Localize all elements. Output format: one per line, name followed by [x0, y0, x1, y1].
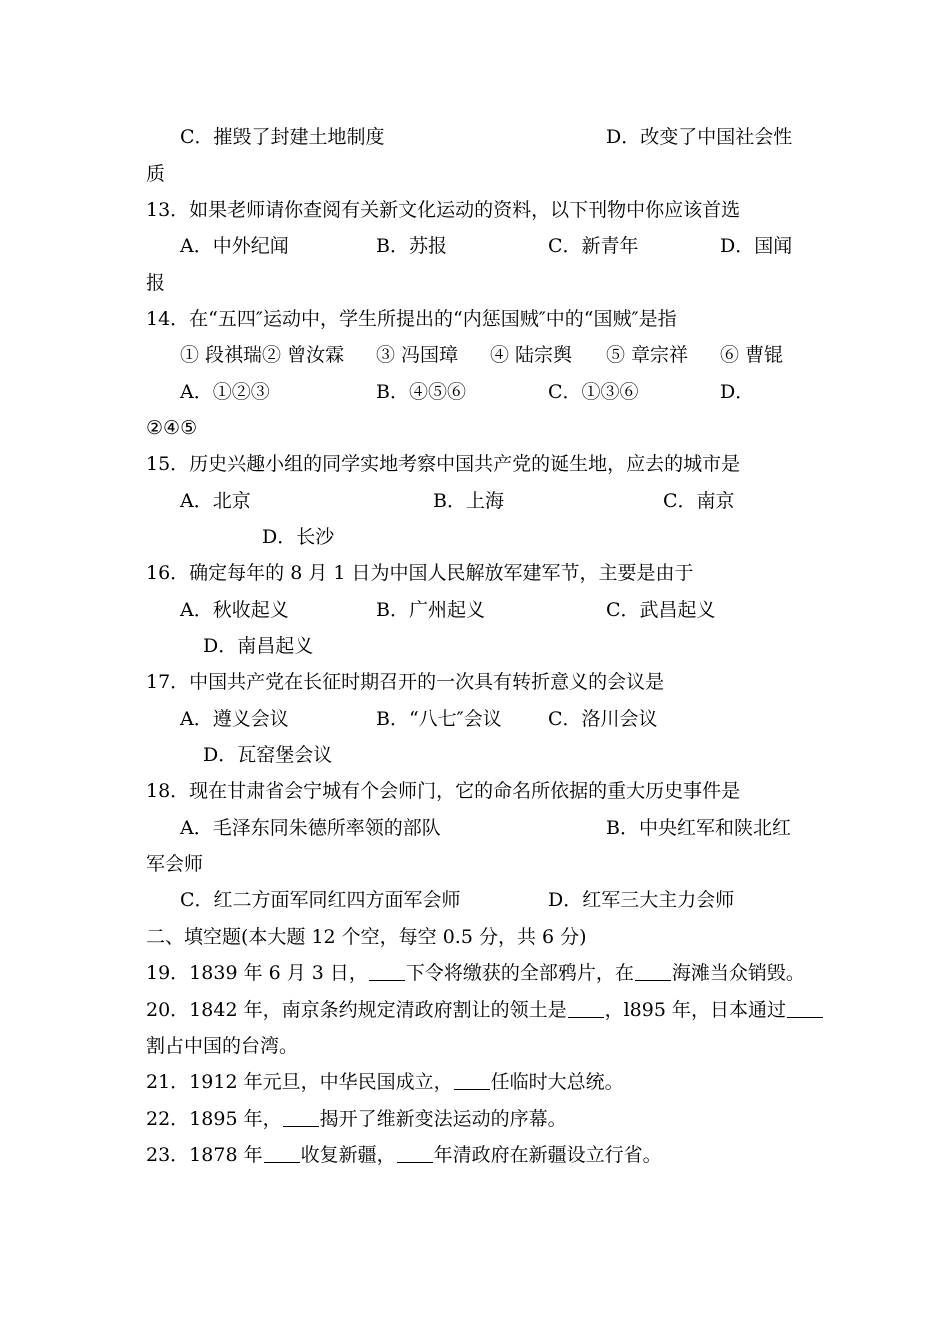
wrapped-text: 质 — [146, 163, 166, 185]
question-text: 揭开了维新变法运动的序幕。 — [319, 1108, 567, 1130]
option-a: A．毛泽东同朱德所率领的部队 — [180, 817, 441, 839]
option-d: D．国闻 — [720, 235, 793, 257]
choice-item: ⑤ 章宗祥 — [606, 344, 689, 366]
question-text: 20．1842 年，南京条约规定清政府割让的领土是 — [146, 999, 567, 1021]
option-d: D．长沙 — [262, 526, 335, 548]
section-heading: 二、填空题(本大题 12 个空，每空 0.5 分，共 6 分) — [146, 926, 587, 948]
question-14: 14．在“五四″运动中，学生所提出的“内惩国贼″中的“国贼″是指 — [146, 308, 677, 330]
option-b: B．④⑤⑥ — [376, 381, 466, 403]
answer-blank[interactable] — [397, 1144, 433, 1163]
option-a: A．秋收起义 — [180, 599, 289, 621]
question-text: 下令将缴获的全部鸦片，在 — [405, 962, 634, 984]
option-b: B．中央红军和陕北红 — [606, 817, 791, 839]
option-c: C．红二方面军同红四方面军会师 — [180, 889, 461, 911]
option-d: D．瓦窑堡会议 — [203, 744, 333, 766]
question-13: 13．如果老师请你查阅有关新文化运动的资料，以下刊物中你应该首选 — [146, 199, 741, 221]
question-text: 任临时大总统。 — [490, 1071, 624, 1093]
option-d: D．改变了中国社会性 — [606, 126, 793, 148]
answer-blank[interactable] — [454, 1071, 490, 1090]
question-17: 17．中国共产党在长征时期召开的一次具有转折意义的会议是 — [146, 671, 665, 693]
option-b: B．苏报 — [376, 235, 447, 257]
question-text: 23．1878 年 — [146, 1144, 263, 1166]
question-text: ，l895 年，日本通过 — [604, 999, 786, 1021]
question-22 — [146, 1106, 567, 1132]
question-19 — [146, 960, 805, 986]
option-c: C．摧毁了封建土地制度 — [180, 126, 385, 148]
wrapped-text: ②④⑤ — [146, 417, 198, 439]
answer-blank[interactable] — [787, 999, 823, 1018]
option-c: C．①③⑥ — [548, 381, 639, 403]
option-b: B．广州起义 — [376, 599, 485, 621]
option-b: B．“八七″会议 — [376, 708, 502, 730]
question-18: 18．现在甘肃省会宁城有个会师门，它的命名所依据的重大历史事件是 — [146, 780, 741, 802]
answer-blank[interactable] — [369, 962, 405, 981]
choice-item: ③ 冯国璋 — [376, 344, 459, 366]
answer-blank[interactable] — [568, 999, 604, 1018]
wrapped-text: 割占中国的台湾。 — [146, 1035, 299, 1057]
option-c: C．洛川会议 — [548, 708, 658, 730]
option-d: D．红军三大主力会师 — [548, 889, 735, 911]
question-23 — [146, 1142, 662, 1168]
answer-blank[interactable] — [264, 1144, 300, 1163]
option-a: A．①②③ — [180, 381, 270, 403]
question-text: 收复新疆， — [300, 1144, 396, 1166]
option-d: D． — [720, 381, 755, 403]
question-15: 15．历史兴趣小组的同学实地考察中国共产党的诞生地，应去的城市是 — [146, 453, 741, 475]
option-a: A．中外纪闻 — [180, 235, 289, 257]
wrapped-text: 军会师 — [146, 853, 204, 875]
choice-item: ④ 陆宗舆 — [490, 344, 573, 366]
option-a: A．遵义会议 — [180, 708, 289, 730]
choice-item: ① 段祺瑞② 曾汝霖 — [180, 344, 345, 366]
question-text: 19．1839 年 6 月 3 日， — [146, 962, 368, 984]
question-20 — [146, 997, 824, 1023]
option-b: B．上海 — [433, 490, 504, 512]
question-16: 16．确定每年的 8 月 1 日为中国人民解放军建军节，主要是由于 — [146, 562, 694, 584]
question-text: 海滩当众销毁。 — [671, 962, 805, 984]
wrapped-text: 报 — [146, 272, 166, 294]
option-c: C．新青年 — [548, 235, 639, 257]
answer-blank[interactable] — [635, 962, 671, 981]
option-a: A．北京 — [180, 490, 251, 512]
question-text: 22．1895 年， — [146, 1108, 282, 1130]
question-text: 年清政府在新疆设立行省。 — [433, 1144, 662, 1166]
question-text: 21．1912 年元旦，中华民国成立， — [146, 1071, 453, 1093]
option-c: C．南京 — [663, 490, 735, 512]
answer-blank[interactable] — [283, 1108, 319, 1127]
option-d: D．南昌起义 — [203, 635, 314, 657]
option-c: C．武昌起义 — [606, 599, 716, 621]
question-21 — [146, 1069, 624, 1095]
choice-item: ⑥ 曹锟 — [720, 344, 784, 366]
